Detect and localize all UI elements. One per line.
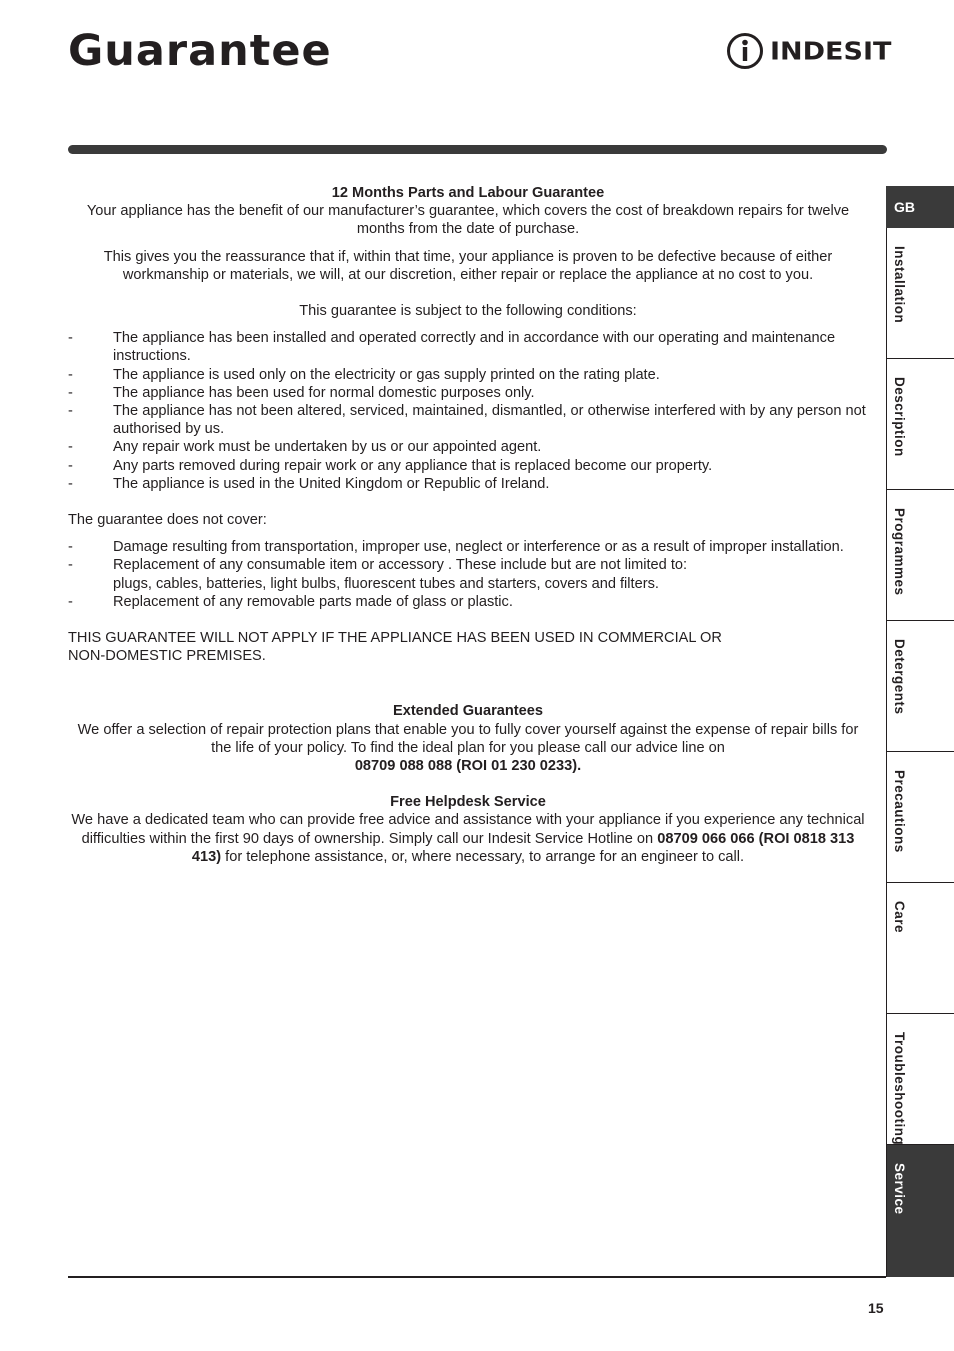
- tab-installation[interactable]: Installation: [886, 228, 954, 359]
- footer-divider: [68, 1276, 886, 1278]
- brand-wordmark: INDESIT: [770, 36, 892, 66]
- list-item: - Damage resulting from transportation, improper use, neglect or interference or as a result of improper installation.: [68, 539, 844, 556]
- paragraph: We have a dedicated team who can provide free advice and assistance with your appliance if you experience any technical difficulties within the first 90 days of ownership. Simply call our Indesit Service Hotline on 08709 066 066 (ROI 0818 313 413) for telephone assistance, or, where necessary, to arrange for an engineer to call.: [71, 812, 865, 865]
- page-title: Guarantee: [68, 26, 332, 76]
- list-item: - Replacement of any consumable item or accessory . These include but are not limited to: plugs, cables, batteries, light bulbs, fluorescent tubes and starters, covers and filters.: [68, 557, 688, 592]
- tab-detergents[interactable]: Detergents: [886, 621, 954, 752]
- paragraph: This gives you the reassurance that if, within that time, your appliance is proven to be defective because of either workmanship or materials, we will, at our discretion, either repair or replace the appliance at no cost to you.: [103, 248, 833, 283]
- paragraph: We offer a selection of repair protection plans that enable you to fully cover yourself against the expense of repair bills for the life of your policy. To find the ideal plan for you please call our advice line on 08709 088 088 (ROI 01 230 0233).: [77, 721, 859, 775]
- not-cover-intro: The guarantee does not cover:: [68, 512, 267, 529]
- section-heading-helpdesk: Free Helpdesk Service: [390, 794, 546, 811]
- tab-description[interactable]: Description: [886, 359, 954, 490]
- list-item: - The appliance is used in the United Kingdom or Republic of Ireland.: [68, 475, 550, 492]
- list-item: - The appliance has been used for normal domestic purposes only.: [68, 384, 535, 401]
- list-item: - Any parts removed during repair work or any appliance that is replaced become our property.: [68, 457, 713, 474]
- list-item: - The appliance has not been altered, serviced, maintained, dismantled, or otherwise interfered with by any person not authorised by us.: [68, 403, 866, 438]
- commercial-exclusion: THIS GUARANTEE WILL NOT APPLY IF THE APPLIANCE HAS BEEN USED IN COMMERCIAL OR NON-DOMESTIC PREMISES.: [68, 630, 722, 665]
- list-item: - The appliance is used only on the electricity or gas supply printed on the rating plate.: [68, 366, 660, 383]
- section-heading-parts: 12 Months Parts and Labour Guarantee: [331, 185, 605, 201]
- list-item: - The appliance has been installed and operated correctly and in accordance with our operating and maintenance instructions.: [68, 330, 836, 365]
- tab-troubleshooting[interactable]: Troubleshooting: [886, 1014, 954, 1145]
- section-tabs: [886, 186, 954, 1277]
- list-item: - Replacement of any removable parts made of glass or plastic.: [68, 593, 513, 610]
- guarantee-content: [68, 184, 868, 866]
- tab-service[interactable]: Service: [886, 1145, 954, 1277]
- brand-logo: [726, 32, 891, 70]
- list-item: - Any repair work must be undertaken by us or our appointed agent.: [68, 439, 542, 456]
- conditions-list: [68, 329, 868, 493]
- indesit-i-icon: [726, 32, 764, 70]
- section-heading-extended: Extended Guarantees: [392, 703, 544, 720]
- paragraph: Your appliance has the benefit of our manufacturer’s guarantee, which covers the cost of breakdown repairs for twelve months from the date of purchase.: [86, 203, 850, 238]
- tab-care[interactable]: Care: [886, 883, 954, 1014]
- advice-phone: 08709 088 088 (ROI 01 230 0233).: [354, 758, 582, 775]
- language-badge: GB: [886, 186, 954, 228]
- tab-precautions[interactable]: Precautions: [886, 752, 954, 883]
- hotline-phone: 08709 066 066 (ROI 0818 313 413): [191, 830, 855, 865]
- conditions-intro: This guarantee is subject to the following conditions:: [299, 303, 637, 320]
- tab-programmes[interactable]: Programmes: [886, 490, 954, 621]
- not-cover-list: [68, 538, 868, 611]
- page-number: 15: [868, 1300, 884, 1316]
- header-divider: [68, 145, 887, 154]
